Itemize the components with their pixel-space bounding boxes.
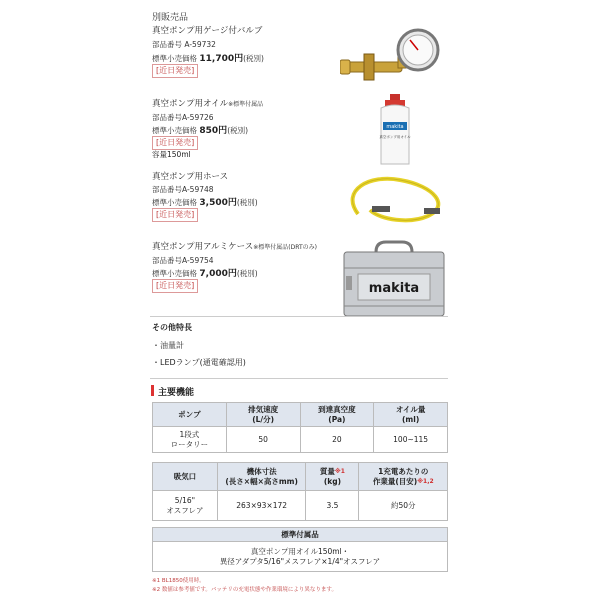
feature-item: ・油量計 [152,341,184,350]
section-title: 別販売品 [152,13,189,23]
header-cell: 質量$^{※1}$ (kg) [306,463,359,491]
case-logo: makita [368,281,420,296]
product-name: 真空ポンプ用ホース [152,172,229,182]
table-cell: 3.5 [306,491,359,521]
status-badge: [近日発売] [152,208,198,222]
status-badge: [近日発売] [152,279,198,293]
header-cell: ポンプ [153,403,227,427]
table-cell: 100~115 [374,427,448,453]
table-cell: 約50分 [359,491,448,521]
spec-table-1 [152,402,448,453]
product-name: 真空ポンプ用オイル※標準付属品 [152,99,264,109]
header-cell: オイル量 (ml) [374,403,448,427]
aluminum-case-image [340,238,450,320]
footnote: ※1 BL1850使用時。 [152,578,205,584]
hose-image [340,170,450,228]
main-functions-title: 主要機能 [158,388,195,398]
table-cell: 263×93×172 [217,491,306,521]
table-cell: 1段式 ロータリー [153,427,227,453]
header-cell: 標準付属品 [153,528,448,542]
spec-table-3 [152,527,448,572]
status-badge: [近日発売] [152,136,198,150]
header-cell: 1充電あたりの 作業量(目安)$^{※1,2}$ [359,463,448,491]
table-cell: 真空ポンプ用オイル150ml・ 異径アダプタ5/16"メスフレア×1/4"オスフレア [153,542,448,572]
capacity: 容量150ml [152,150,191,159]
other-features-title: その他特長 [152,323,192,332]
table-cell: 50 [226,427,300,453]
oil-bottle-image [375,94,415,168]
header-cell: 機体寸法 (長さ×幅×高さmm) [217,463,306,491]
price: 標準小売価格 7,000円(税別) [152,269,258,279]
table-cell: 20 [300,427,374,453]
bottle-label: 真空ポンプ用オイル [379,135,411,139]
header-cell: 吸気口 [153,463,218,491]
divider [150,316,448,317]
header-cell: 到達真空度 (Pa) [300,403,374,427]
footnote: ※2 数値は参考値です。バッテリの充電状態や作業環境により異なります。 [152,587,337,593]
part-number: 部品番号A-59748 [152,185,214,194]
gauge-valve-image [340,28,440,92]
spec-table-2 [152,462,448,521]
status-badge: [近日発売] [152,64,198,78]
price: 標準小売価格 850円(税別) [152,126,249,136]
heading-marker [151,385,154,396]
price: 標準小売価格 3,500円(税別) [152,198,258,208]
part-number: 部品番号A-59754 [152,256,214,265]
feature-item: ・LEDランプ(通電確認用) [152,358,246,367]
product-name: 真空ポンプ用アルミケース※標準付属品(DRTのみ) [152,242,317,252]
part-number: 部品番号 A-59732 [152,40,216,49]
svg-text:makita: makita [386,124,404,130]
header-cell: 排気速度 (L/分) [226,403,300,427]
part-number: 部品番号A-59726 [152,113,214,122]
price: 標準小売価格 11,700円(税別) [152,54,264,64]
divider [150,378,448,379]
table-cell: 5/16" オスフレア [153,491,218,521]
product-name: 真空ポンプ用ゲージ付バルブ [152,26,263,36]
